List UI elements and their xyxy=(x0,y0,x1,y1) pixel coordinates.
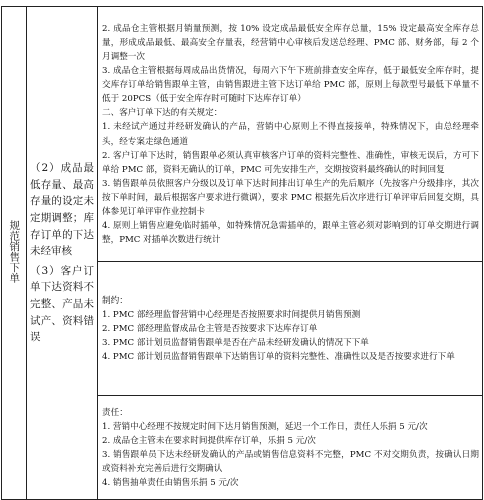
control-item: 4. 原则上销售应避免临时插单，如特殊情况急需插单的，跟单主管必须对影响到的订单交期进行调整，PMC 对插单次数进行统计 xyxy=(102,221,479,246)
constraint-item: 3. PMC 部计划员监督销售跟单是否在产品未经研发确认的情况下下单 xyxy=(102,338,369,349)
responsibility-item: 2. 成品仓主管未在要求时间提供库存订单，乐捐 5 元/次 xyxy=(102,435,316,446)
risk-item: （3）客户订单下达资料不完整、产品未试产、资料错误 xyxy=(30,264,94,344)
responsibility-item: 4. 销售抽单责任由销售乐捐 5 元/次 xyxy=(102,478,239,489)
section-heading: 二、客户订单下达的有关规定： xyxy=(102,108,223,119)
constraint-item: 4. PMC 部计划员监督销售跟单下达销售订单的资料完整性、准确性以及是否按要求进行下单 xyxy=(102,352,455,363)
control-item: 2. 成品仓主管根据月销量预测，按 10% 设定成品最低安全库存总量，15% 设定最高安全库存总量，形成成品最低、最高安全存量表，经营销中心审核后发送总经理、PMC 部、财务部，每 2 个月调整一次 xyxy=(102,23,479,62)
constraint-item: 2. PMC 部经理监督成品仓主管是否按要求下达库存订单 xyxy=(102,323,318,334)
control-item: 2. 客户订单下达时，销售跟单必须认真审核客户订单的资料完整性、准确性，审核无误后，方可下单给 PMC 部，资料无确认的订单，PMC 可先安排生产，交期按资料最终确认的时间回复 xyxy=(102,150,479,175)
risk-description-cell xyxy=(27,7,98,500)
category-cell xyxy=(2,7,27,500)
procedure-table xyxy=(1,6,483,500)
responsibility-item: 1. 营销中心经理不按规定时间下达月销售预测，延迟一个工作日，责任人乐捐 5 元/次 xyxy=(102,421,428,432)
control-item: 1. 未经试产通过并经研发确认的产品，营销中心原则上不得直接接单，特殊情况下，由总经理牵头，经专案走绿色通道 xyxy=(102,122,479,147)
constraint-cell xyxy=(98,262,483,396)
control-item: 3. 销售跟单员依照客户分级以及订单下达时间排出订单生产的先后顺序（先按客户分级排序，其次按下单时间，最后根据客户要求进行微调），要求 PMC 根据先后次序进行订单评审后回复交期，具体参见订单评审作业控制卡 xyxy=(102,178,479,217)
responsibility-cell xyxy=(98,396,483,500)
control-item: 3. 成品仓主管根据每周成品出货情况，每周六下午下班前排查安全库存，低于最低安全库存时，提交库存订单给销售跟单主管，由销售跟进主管下达订单给 PMC 部，原则上每款型号最低下单量不低于 20PCS（低于安全库存时可随时下达库存订单） xyxy=(102,66,479,105)
section-heading: 责任： xyxy=(102,407,128,418)
constraint-item: 1. PMC 部经理监督营销中心经理是否按照要求时间提供月销售预测 xyxy=(102,309,361,320)
control-measures-cell xyxy=(98,7,483,262)
section-heading: 制约： xyxy=(102,295,128,306)
responsibility-item: 3. 销售跟单员下达未经研发确认的产品或销售信息资料不完整，PMC 不对交期负责，按确认日期或资料补充完善后进行交期确认 xyxy=(102,450,479,475)
risk-item: （2）成品最低存量、最高存量的设定未定期调整；库存订单的下达未经审核 xyxy=(30,162,94,258)
category-label: 规范销售下单 xyxy=(8,219,21,283)
